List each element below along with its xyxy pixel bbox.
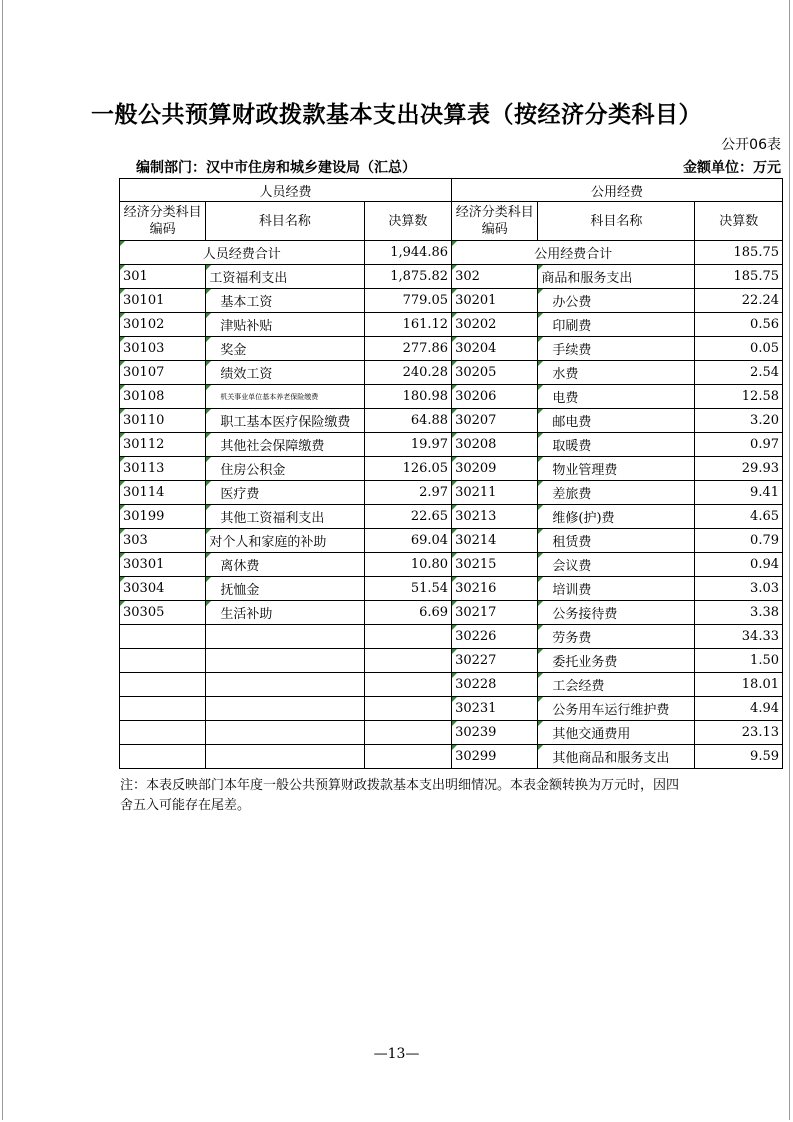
table-row bbox=[120, 601, 783, 625]
right-name-cell: 物业管理费 bbox=[538, 457, 695, 481]
public-amount-header: 决算数 bbox=[695, 202, 783, 241]
left-amount-cell: 51.54 bbox=[364, 577, 452, 601]
right-code-cell: 30201 bbox=[452, 289, 538, 313]
right-amount-cell: 4.94 bbox=[695, 697, 783, 721]
left-name-cell: 生活补助 bbox=[206, 601, 364, 625]
right-code-cell: 30299 bbox=[452, 745, 538, 769]
personnel-total-label: 人员经费合计 bbox=[120, 241, 365, 265]
left-code-cell: 303 bbox=[120, 529, 206, 553]
table-row bbox=[120, 481, 783, 505]
left-code-cell: 30113 bbox=[120, 457, 206, 481]
left-amount-cell: 10.80 bbox=[364, 553, 452, 577]
right-name-cell: 其他交通费用 bbox=[538, 721, 695, 745]
table-row bbox=[120, 529, 783, 553]
right-name-cell: 手续费 bbox=[538, 337, 695, 361]
right-name-cell: 其他商品和服务支出 bbox=[538, 745, 695, 769]
right-name-cell: 水费 bbox=[538, 361, 695, 385]
left-name-cell: 奖金 bbox=[206, 337, 364, 361]
unit-label: 金额单位：万元 bbox=[683, 160, 781, 176]
right-name-cell: 办公费 bbox=[538, 289, 695, 313]
left-code-cell bbox=[120, 721, 206, 745]
right-code-cell: 30206 bbox=[452, 385, 538, 409]
left-name-cell: 对个人和家庭的补助 bbox=[206, 529, 364, 553]
left-name-cell: 职工基本医疗保险缴费 bbox=[206, 409, 364, 433]
left-code-cell: 30114 bbox=[120, 481, 206, 505]
right-amount-cell: 29.93 bbox=[695, 457, 783, 481]
left-code-cell: 30304 bbox=[120, 577, 206, 601]
department-label: 编制部门：汉中市住房和城乡建设局（汇总） bbox=[136, 160, 416, 176]
left-amount-cell bbox=[364, 625, 452, 649]
right-name-cell: 维修(护)费 bbox=[538, 505, 695, 529]
left-name-cell bbox=[206, 649, 364, 673]
table-row bbox=[120, 361, 783, 385]
table-row bbox=[120, 265, 783, 289]
public-name-header: 科目名称 bbox=[538, 202, 695, 241]
right-amount-cell: 18.01 bbox=[695, 673, 783, 697]
table-row bbox=[120, 313, 783, 337]
left-name-cell bbox=[206, 625, 364, 649]
left-name-cell: 离休费 bbox=[206, 553, 364, 577]
left-name-cell: 抚恤金 bbox=[206, 577, 364, 601]
right-name-cell: 电费 bbox=[538, 385, 695, 409]
left-name-cell: 住房公积金 bbox=[206, 457, 364, 481]
right-amount-cell: 9.59 bbox=[695, 745, 783, 769]
right-amount-cell: 0.97 bbox=[695, 433, 783, 457]
right-name-cell: 差旅费 bbox=[538, 481, 695, 505]
public-code-header: 经济分类科目编码 bbox=[452, 202, 538, 241]
right-code-cell: 30227 bbox=[452, 649, 538, 673]
left-code-cell bbox=[120, 625, 206, 649]
right-code-cell: 30213 bbox=[452, 505, 538, 529]
left-code-cell: 30305 bbox=[120, 601, 206, 625]
right-name-cell: 租赁费 bbox=[538, 529, 695, 553]
left-amount-cell: 19.97 bbox=[364, 433, 452, 457]
expenditure-table bbox=[119, 178, 783, 769]
left-name-cell: 津贴补贴 bbox=[206, 313, 364, 337]
right-amount-cell: 34.33 bbox=[695, 625, 783, 649]
left-code-cell bbox=[120, 745, 206, 769]
table-code: 公开06表 bbox=[721, 137, 781, 153]
right-name-cell: 取暖费 bbox=[538, 433, 695, 457]
page-number: —13— bbox=[373, 1046, 420, 1062]
table-row bbox=[120, 385, 783, 409]
right-amount-cell: 1.50 bbox=[695, 649, 783, 673]
left-code-cell: 30102 bbox=[120, 313, 206, 337]
left-amount-cell bbox=[364, 697, 452, 721]
right-code-cell: 30208 bbox=[452, 433, 538, 457]
right-amount-cell: 3.20 bbox=[695, 409, 783, 433]
left-code-cell: 30199 bbox=[120, 505, 206, 529]
left-name-cell bbox=[206, 673, 364, 697]
right-amount-cell: 23.13 bbox=[695, 721, 783, 745]
right-amount-cell: 22.24 bbox=[695, 289, 783, 313]
right-amount-cell: 3.03 bbox=[695, 577, 783, 601]
right-amount-cell: 0.94 bbox=[695, 553, 783, 577]
right-name-cell: 培训费 bbox=[538, 577, 695, 601]
table-row bbox=[120, 433, 783, 457]
left-name-cell: 绩效工资 bbox=[206, 361, 364, 385]
table-row bbox=[120, 289, 783, 313]
right-name-cell: 邮电费 bbox=[538, 409, 695, 433]
public-total-label: 公用经费合计 bbox=[452, 241, 695, 265]
left-code-cell: 30112 bbox=[120, 433, 206, 457]
personnel-section-header: 人员经费 bbox=[120, 179, 452, 202]
left-amount-cell: 277.86 bbox=[364, 337, 452, 361]
right-name-cell: 劳务费 bbox=[538, 625, 695, 649]
table-row bbox=[120, 649, 783, 673]
public-total-value: 185.75 bbox=[695, 241, 783, 265]
table-row bbox=[120, 505, 783, 529]
left-code-cell bbox=[120, 673, 206, 697]
table-row bbox=[120, 337, 783, 361]
personnel-total-value: 1,944.86 bbox=[364, 241, 452, 265]
table-row bbox=[120, 697, 783, 721]
page-title: 一般公共预算财政拨款基本支出决算表（按经济分类科目） bbox=[91, 102, 702, 128]
right-code-cell: 30205 bbox=[452, 361, 538, 385]
right-code-cell: 30217 bbox=[452, 601, 538, 625]
right-code-cell: 30209 bbox=[452, 457, 538, 481]
left-name-cell bbox=[206, 721, 364, 745]
right-name-cell: 公务用车运行维护费 bbox=[538, 697, 695, 721]
right-amount-cell: 12.58 bbox=[695, 385, 783, 409]
left-name-cell: 其他社会保障缴费 bbox=[206, 433, 364, 457]
section-header-row bbox=[120, 179, 783, 202]
right-code-cell: 30204 bbox=[452, 337, 538, 361]
right-code-cell: 30207 bbox=[452, 409, 538, 433]
left-name-cell bbox=[206, 745, 364, 769]
right-amount-cell: 9.41 bbox=[695, 481, 783, 505]
left-name-cell: 工资福利支出 bbox=[206, 265, 364, 289]
right-name-cell: 会议费 bbox=[538, 553, 695, 577]
right-code-cell: 30214 bbox=[452, 529, 538, 553]
right-name-cell: 公务接待费 bbox=[538, 601, 695, 625]
right-name-cell: 印刷费 bbox=[538, 313, 695, 337]
table-row bbox=[120, 457, 783, 481]
personnel-amount-header: 决算数 bbox=[364, 202, 452, 241]
left-amount-cell bbox=[364, 721, 452, 745]
table-row bbox=[120, 409, 783, 433]
right-code-cell: 30226 bbox=[452, 625, 538, 649]
public-section-header: 公用经费 bbox=[452, 179, 783, 202]
left-name-cell: 基本工资 bbox=[206, 289, 364, 313]
right-name-cell: 工会经费 bbox=[538, 673, 695, 697]
right-code-cell: 302 bbox=[452, 265, 538, 289]
left-amount-cell: 1,875.82 bbox=[364, 265, 452, 289]
left-name-cell bbox=[206, 697, 364, 721]
right-code-cell: 30215 bbox=[452, 553, 538, 577]
left-name-cell: 其他工资福利支出 bbox=[206, 505, 364, 529]
table-row bbox=[120, 625, 783, 649]
right-code-cell: 30239 bbox=[452, 721, 538, 745]
right-amount-cell: 0.56 bbox=[695, 313, 783, 337]
right-amount-cell: 185.75 bbox=[695, 265, 783, 289]
left-amount-cell: 2.97 bbox=[364, 481, 452, 505]
left-amount-cell: 69.04 bbox=[364, 529, 452, 553]
left-code-cell: 30110 bbox=[120, 409, 206, 433]
left-amount-cell: 22.65 bbox=[364, 505, 452, 529]
left-code-cell bbox=[120, 649, 206, 673]
right-code-cell: 30216 bbox=[452, 577, 538, 601]
table-row bbox=[120, 745, 783, 769]
personnel-name-header: 科目名称 bbox=[206, 202, 364, 241]
left-code-cell: 301 bbox=[120, 265, 206, 289]
table-row bbox=[120, 673, 783, 697]
left-name-cell: 医疗费 bbox=[206, 481, 364, 505]
personnel-code-header: 经济分类科目编码 bbox=[120, 202, 206, 241]
totals-row bbox=[120, 241, 783, 265]
left-amount-cell bbox=[364, 649, 452, 673]
table-row bbox=[120, 721, 783, 745]
left-amount-cell: 126.05 bbox=[364, 457, 452, 481]
left-amount-cell: 64.88 bbox=[364, 409, 452, 433]
right-amount-cell: 4.65 bbox=[695, 505, 783, 529]
right-amount-cell: 0.79 bbox=[695, 529, 783, 553]
right-amount-cell: 0.05 bbox=[695, 337, 783, 361]
left-code-cell: 30301 bbox=[120, 553, 206, 577]
table-row bbox=[120, 577, 783, 601]
right-amount-cell: 3.38 bbox=[695, 601, 783, 625]
right-code-cell: 30228 bbox=[452, 673, 538, 697]
left-amount-cell: 180.98 bbox=[364, 385, 452, 409]
left-amount-cell: 240.28 bbox=[364, 361, 452, 385]
left-code-cell: 30101 bbox=[120, 289, 206, 313]
left-code-cell: 30107 bbox=[120, 361, 206, 385]
left-amount-cell: 6.69 bbox=[364, 601, 452, 625]
right-name-cell: 商品和服务支出 bbox=[538, 265, 695, 289]
left-amount-cell: 779.05 bbox=[364, 289, 452, 313]
table-row bbox=[120, 553, 783, 577]
left-amount-cell: 161.12 bbox=[364, 313, 452, 337]
left-code-cell: 30108 bbox=[120, 385, 206, 409]
left-amount-cell bbox=[364, 745, 452, 769]
left-amount-cell bbox=[364, 673, 452, 697]
footnote: 注：本表反映部门本年度一般公共预算财政拨款基本支出明细情况。本表金额转换为万元时，因四舍五入可能存在尾差。 bbox=[120, 778, 680, 813]
right-code-cell: 30211 bbox=[452, 481, 538, 505]
right-amount-cell: 2.54 bbox=[695, 361, 783, 385]
left-code-cell: 30103 bbox=[120, 337, 206, 361]
right-code-cell: 30231 bbox=[452, 697, 538, 721]
right-code-cell: 30202 bbox=[452, 313, 538, 337]
column-header-row bbox=[120, 202, 783, 241]
left-name-cell: 机关事业单位基本养老保险缴费 bbox=[206, 385, 364, 409]
right-name-cell: 委托业务费 bbox=[538, 649, 695, 673]
left-code-cell bbox=[120, 697, 206, 721]
